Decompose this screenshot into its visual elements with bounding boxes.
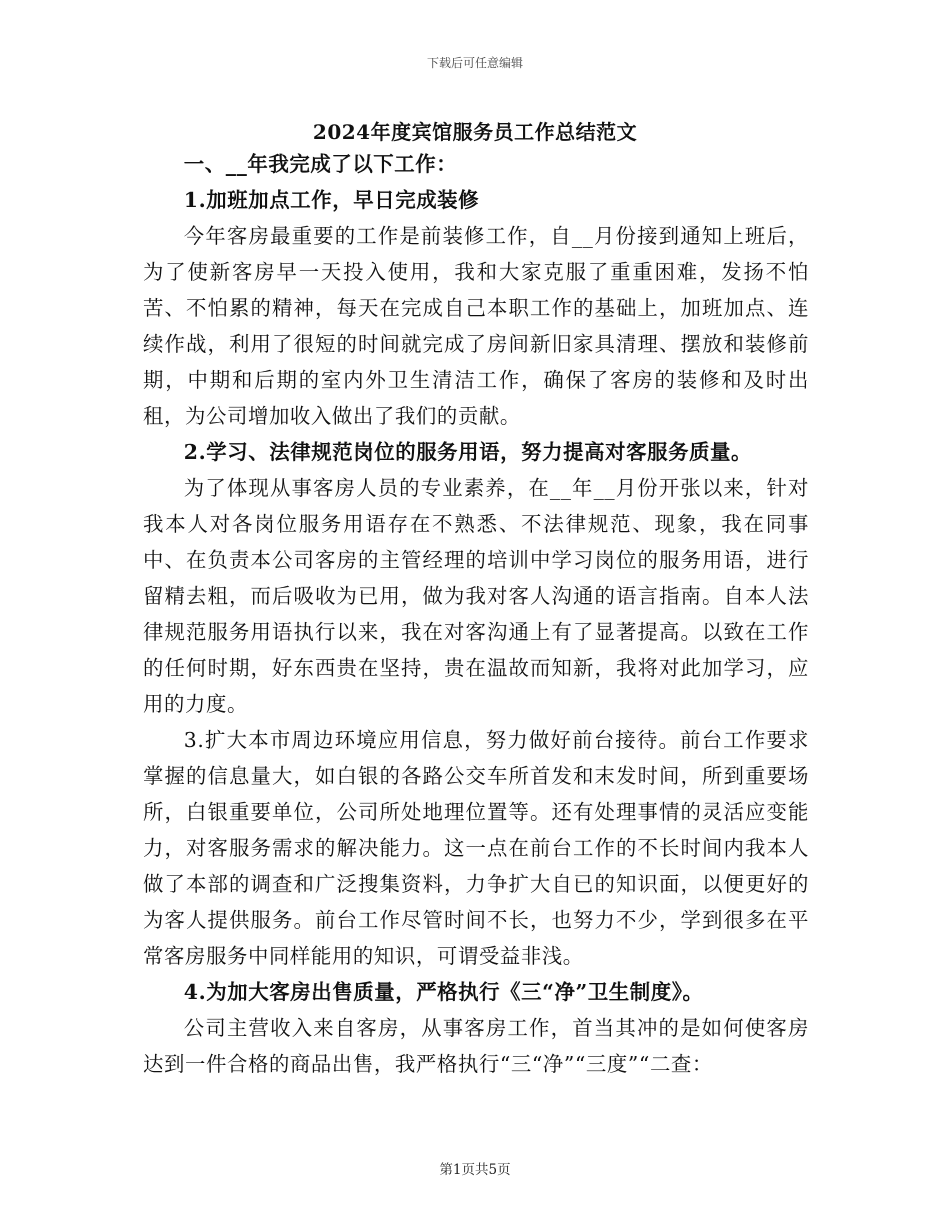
paragraph-4: 公司主营收入来自客房，从事客房工作，首当其冲的是如何使客房达到一件合格的商品出售，我严格执行“三“净”“三度”“二查： bbox=[143, 1016, 809, 1076]
subsection-heading-4: 4.为加大客房出售质量，严格执行《三“净”卫生制度》。 bbox=[183, 980, 704, 1004]
paragraph-3: 3.扩大本市周边环境应用信息，努力做好前台接待。前台工作要求掌握的信息量大，如白银的各路公交车所首发和末发时间，所到重要场所，白银重要单位，公司所处地理位置等。还有处理事情的灵活应变能力，对客服务需求的解决能力。这一点在前台工作的不长时间内我本人做了本部的调查和广泛搜集资料，力争扩大自已的知识面，以便更好的为客人提供服务。前台工作尽管时间不长，也努力不少，学到很多在平常客房服务中同样能用的知识，可谓受益非浅。 bbox=[143, 728, 809, 968]
subsection-heading-2: 2.学习、法律规范岗位的服务用语，努力提高对客服务质量。 bbox=[183, 440, 753, 464]
document-title: 2024年度宾馆服务员工作总结范文 bbox=[312, 120, 638, 144]
section-heading-1: 一、__年我完成了以下工作： bbox=[183, 152, 458, 176]
document-body bbox=[143, 146, 809, 1082]
paragraph-2: 为了体现从事客房人员的专业素养，在__年__月份开张以来，针对我本人对各岗位服务用语存在不熟悉、不法律规范、现象，我在同事中、在负责本公司客房的主管经理的培训中学习岗位的服务用语，进行留精去粗，而后吸收为已用，做为我对客人沟通的语言指南。自本人法律规范服务用语执行以来，我在对客沟通上有了显著提高。以致在工作的任何时期，好东西贵在坚持，贵在温故而知新，我将对此加学习，应用的力度。 bbox=[143, 476, 809, 716]
header-note: 下载后可任意编辑 bbox=[426, 56, 523, 70]
paragraph-1: 今年客房最重要的工作是前装修工作，自__月份接到通知上班后，为了使新客房早一天投入使用，我和大家克服了重重困难，发扬不怕苦、不怕累的精神，每天在完成自己本职工作的基础上，加班加点、连续作战，利用了很短的时间就完成了房间新旧家具清理、摆放和装修前期，中期和后期的室内外卫生清洁工作，确保了客房的装修和及时出租，为公司增加收入做出了我们的贡献。 bbox=[143, 224, 809, 428]
page-footer: 第1页共5页 bbox=[439, 1162, 511, 1178]
subsection-heading-1: 1.加班加点工作，早日完成装修 bbox=[183, 188, 480, 212]
